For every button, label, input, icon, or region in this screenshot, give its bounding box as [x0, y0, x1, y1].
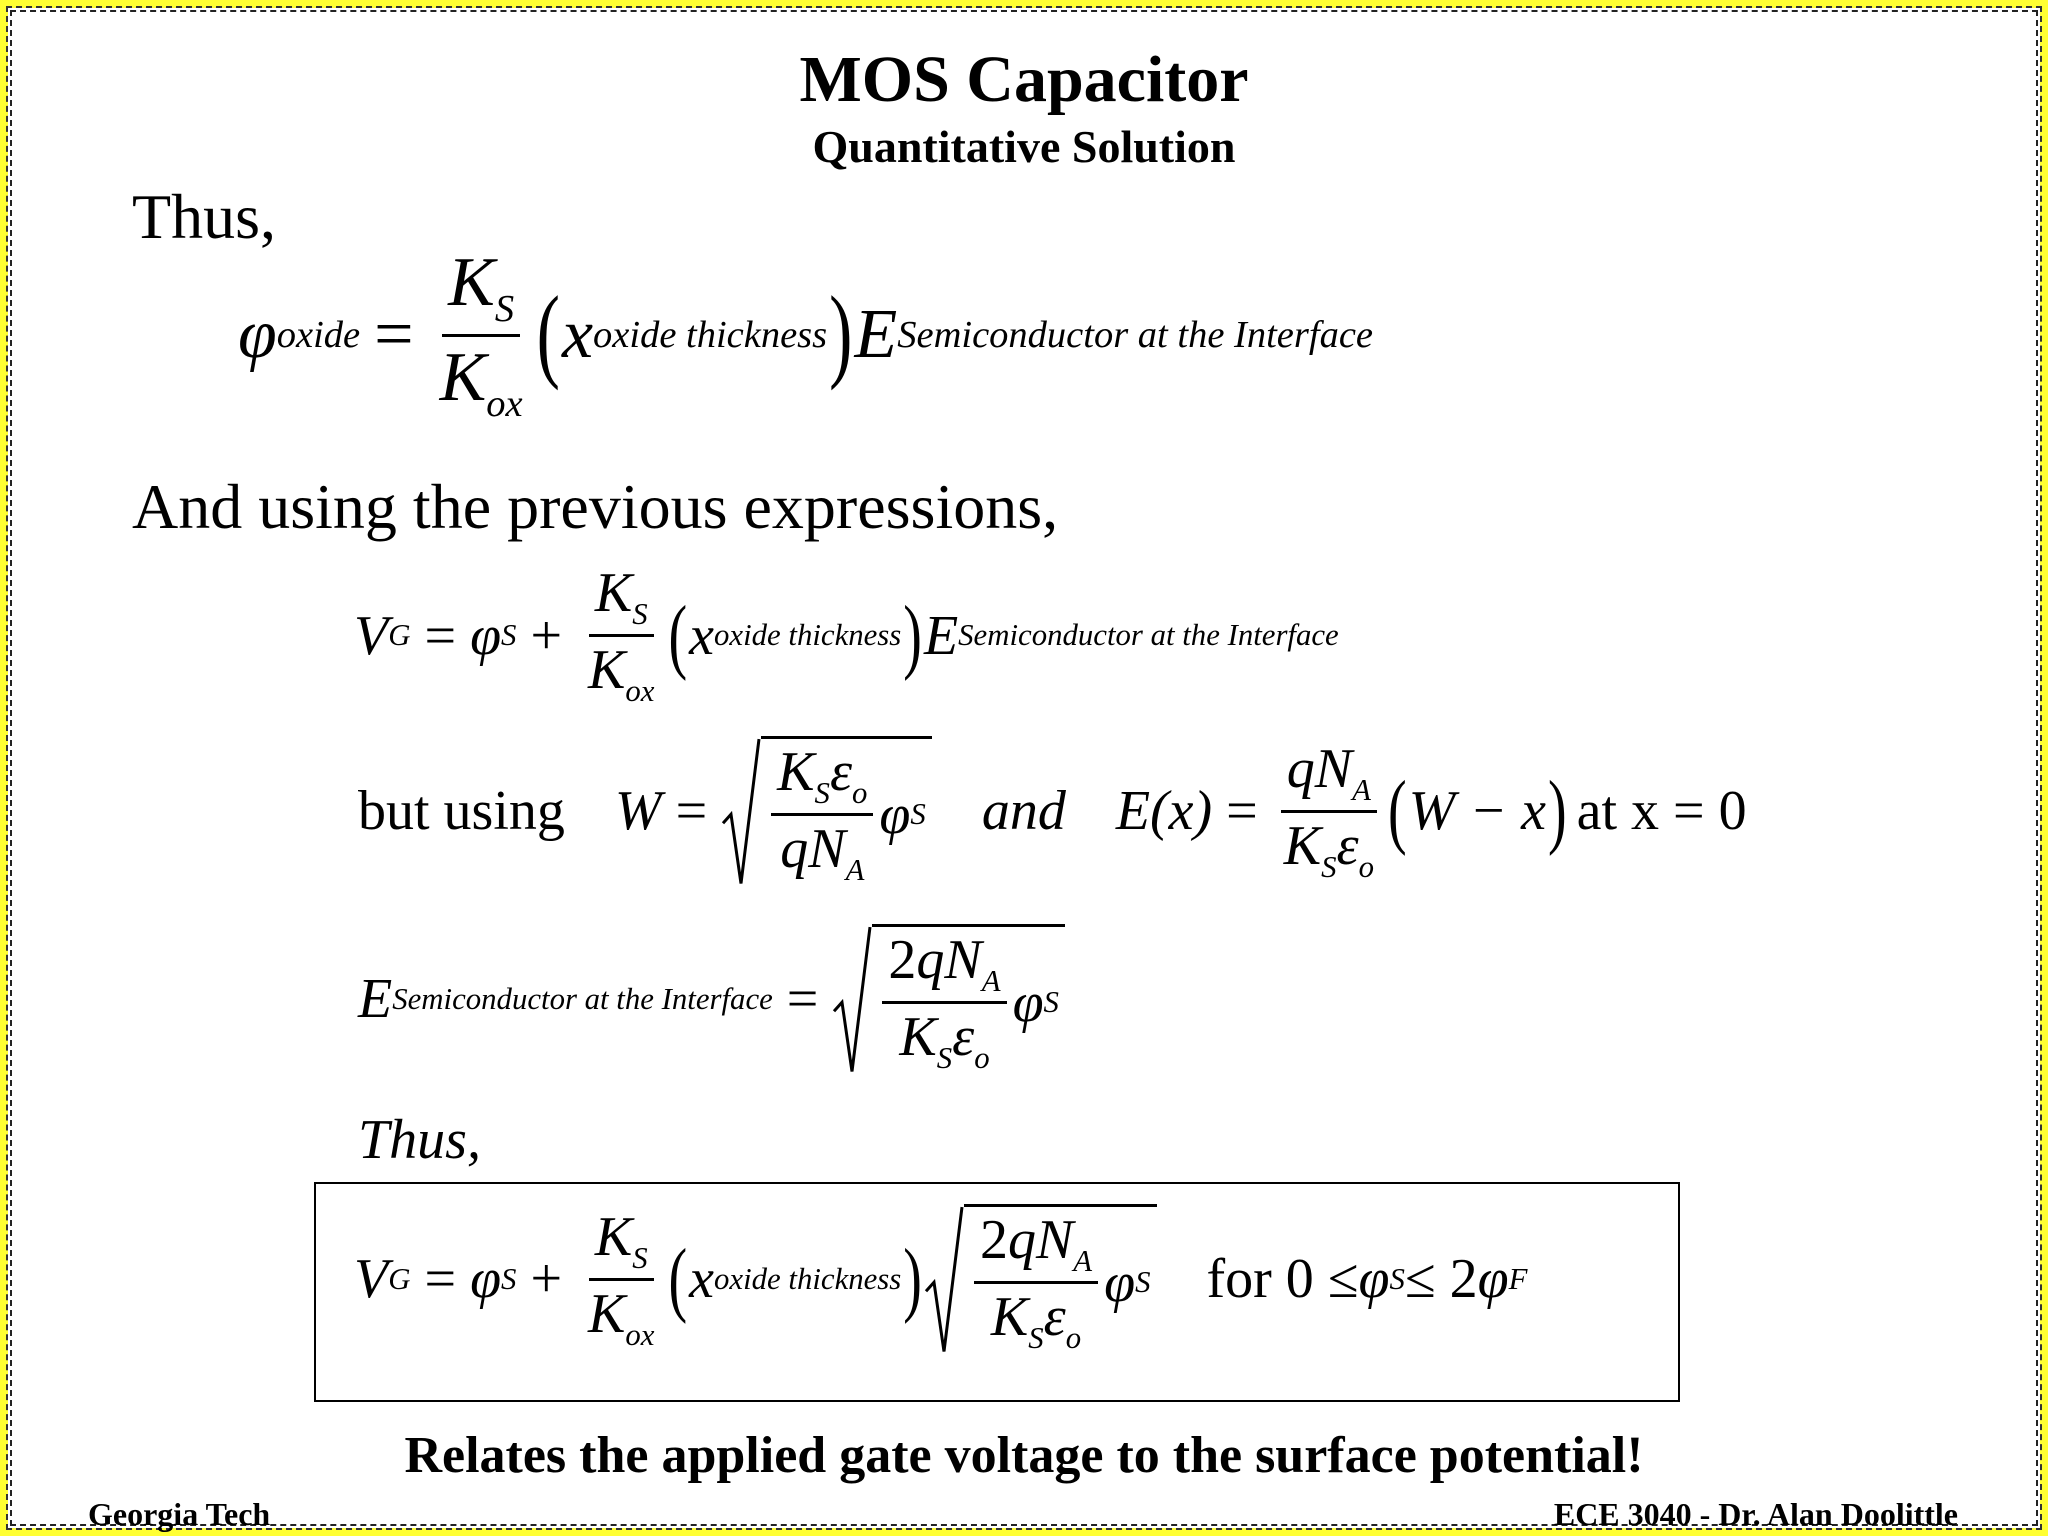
x-symbol: x: [689, 604, 714, 667]
fraction-numerator: $K_S$: [442, 246, 520, 337]
oxide-thickness-subscript: oxide thickness: [714, 618, 902, 653]
f-subscript: F: [1508, 1261, 1528, 1296]
equation-final-result: V G = φ S + $\frac{K_S}{K_{ox}}$ ( x oxide thickness ) $\frac{2qN_A}{K_S\varepsilon_o}$ φ S for 0 ≤ φ S ≤ 2 φ F: [354, 1205, 1528, 1356]
g-subscript: G: [388, 618, 411, 653]
ks-over-kox-fraction: [434, 246, 529, 424]
radical-icon: [832, 924, 872, 1075]
ks-over-kox-fraction: $\frac{K_S}{K_{ox}}$: [588, 562, 655, 709]
semi-interface-subscript: Semiconductor at the Interface: [392, 981, 773, 1016]
e-of-x: E(x): [1115, 780, 1213, 843]
equals-sign: =: [424, 604, 457, 667]
right-paren: ): [829, 276, 853, 393]
equation-gate-voltage: [354, 564, 1339, 708]
e-symbol: E: [923, 604, 959, 667]
and-text: and: [981, 780, 1066, 843]
slide-title: MOS Capacitor: [799, 43, 1249, 116]
fraction-denominator: $K_{ox}$: [439, 338, 523, 425]
previous-expressions-text: And using the previous expressions,: [132, 471, 1059, 542]
sqrt-depletion: $\frac{K_S\varepsilon_o}{qN_A}$ φ S: [721, 736, 932, 887]
footer-course: ECE 3040 - Dr. Alan Doolittle: [1553, 1496, 1958, 1532]
x-symbol: x: [561, 296, 594, 374]
qna-over-kseps-fraction: $\frac{qN_A}{K_S\varepsilon_o}$: [1278, 740, 1380, 884]
thus-italic-text: Thus,: [358, 1109, 481, 1171]
sqrt-result: $\frac{2qN_A}{K_S\varepsilon_o}$ φ S: [924, 1204, 1157, 1355]
equation-interface-field: [358, 924, 1065, 1075]
semi-interface-subscript: Semiconductor at the Interface: [897, 314, 1373, 357]
left-paren: (: [536, 276, 560, 393]
at-x-zero-text: at x = 0: [1576, 780, 1747, 843]
s-subscript: S: [501, 618, 517, 653]
equals-sign: =: [675, 780, 708, 843]
right-paren: ): [903, 589, 922, 683]
slide-subtitle: Quantitative Solution: [812, 121, 1236, 172]
thus-text: Thus,: [132, 181, 276, 252]
footer-institution: Georgia Tech: [88, 1496, 271, 1532]
e-symbol: E: [854, 296, 898, 374]
oxide-subscript: oxide: [276, 314, 361, 357]
left-paren: (: [668, 589, 688, 683]
oxide-thickness-subscript: oxide thickness: [593, 314, 828, 357]
equation-depletion-width: but using W = $\frac{K_S\varepsilon_o}{qN_A}$ φ S and E(x) = $\frac{qN_A}{K_S\varepsilon_o}$ ( W − x ) at x = 0: [358, 737, 1747, 888]
equals-sign: =: [374, 296, 414, 374]
radical-icon: [721, 736, 761, 887]
for-range-text: for 0 ≤: [1206, 1248, 1359, 1311]
equals-sign: =: [786, 968, 819, 1031]
equation-oxide-potential: [238, 246, 1373, 424]
w-symbol: W: [614, 780, 662, 843]
equals-sign: =: [1226, 780, 1258, 843]
plus-sign: +: [530, 604, 563, 667]
but-using-text: but using: [358, 780, 565, 843]
phi-symbol: φ: [470, 604, 502, 667]
v-symbol: V: [354, 604, 389, 667]
semi-interface-subscript: Semiconductor at the Interface: [958, 618, 1339, 653]
sqrt-field: $\frac{2qN_A}{K_S\varepsilon_o}$ φ S: [832, 924, 1065, 1075]
radical-icon: [924, 1204, 964, 1355]
conclusion-text: Relates the applied gate voltage to the surface potential!: [404, 1427, 1644, 1484]
phi-symbol: φ: [238, 296, 277, 374]
w-minus-x: W − x: [1408, 780, 1546, 843]
e-symbol: E: [358, 968, 393, 1031]
